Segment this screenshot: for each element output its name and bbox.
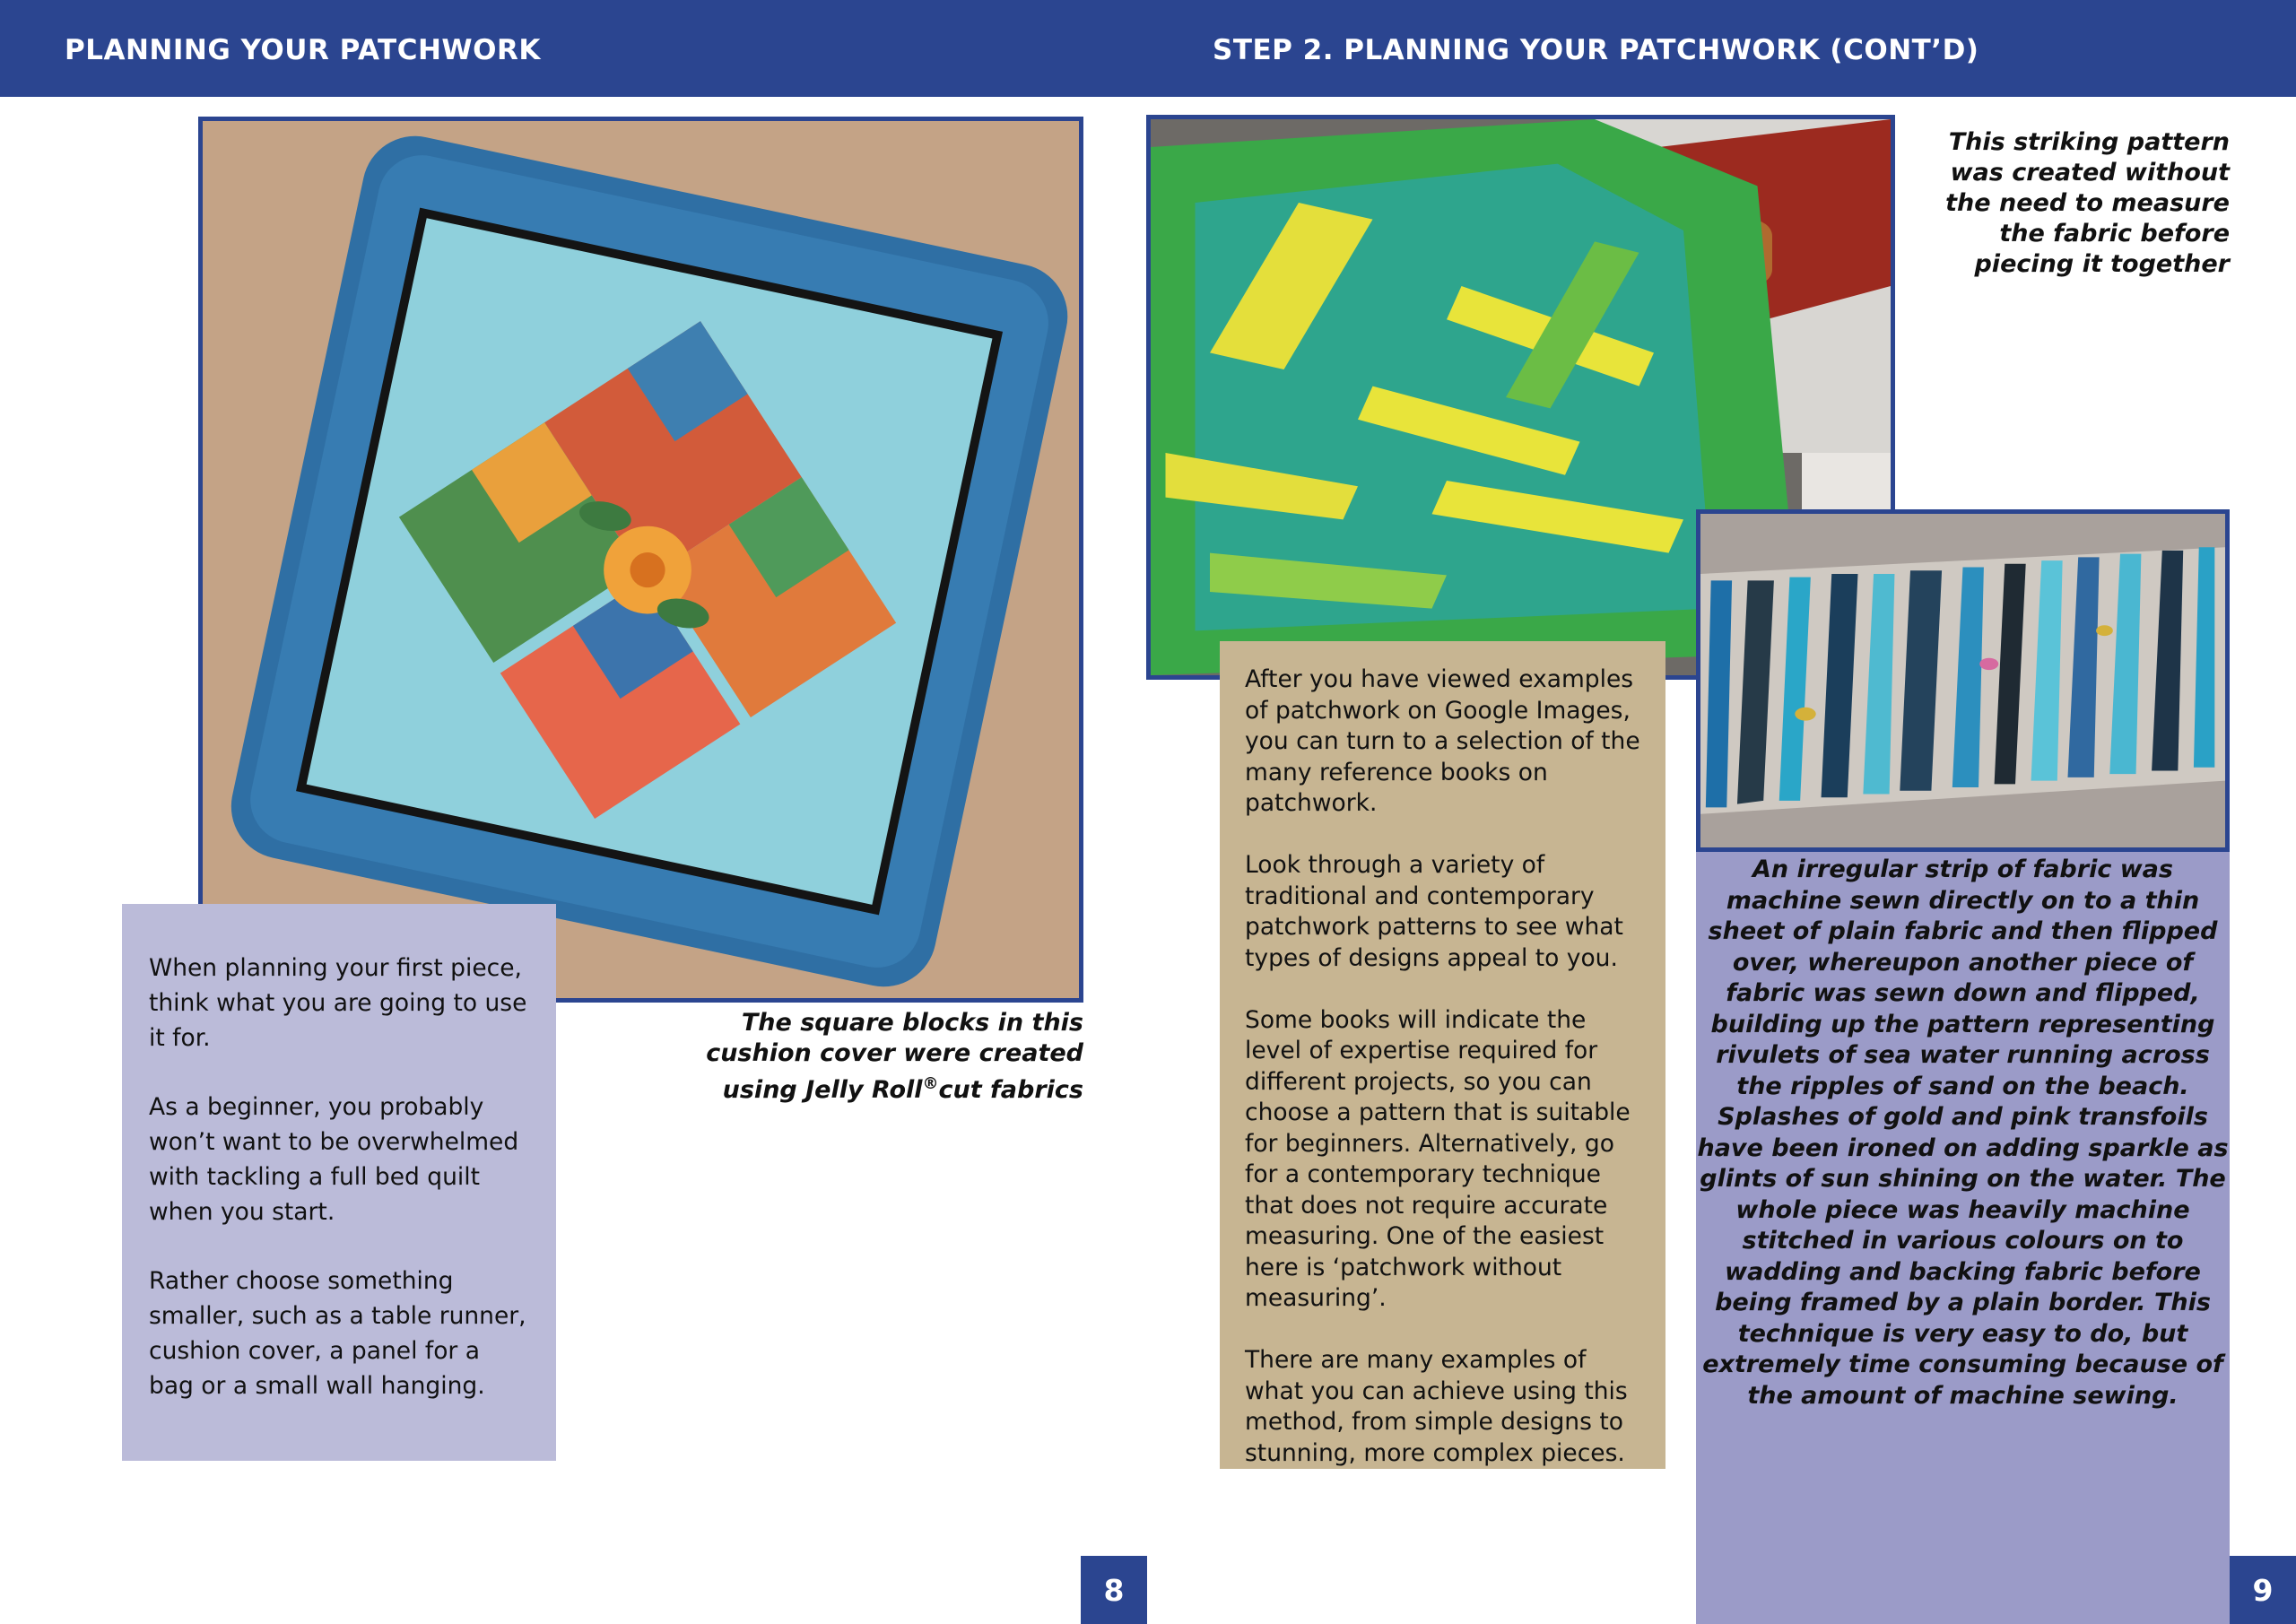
cushion-caption: The square blocks in this cushion cover were created using Jelly Roll®cut fabrics: [706, 1009, 1083, 1104]
page-number-right: 9: [2230, 1556, 2296, 1624]
quilt-caption: This striking pattern was created without the need to measure the fabric before piecing it together: [1945, 128, 2230, 278]
right-text-box: [1220, 641, 1665, 1469]
left-text-box: [122, 904, 556, 1461]
right-paragraph-4: There are many examples of what you can achieve using this method, from simple designs to stunning, more complex pieces.: [1245, 1346, 1628, 1467]
wall-hanging-photo: [1696, 509, 2230, 852]
left-paragraph-1: When planning your first piece, think what you are going to use it for.: [149, 954, 527, 1052]
right-paragraph-2: Look through a variety of traditional and contemporary patchwork patterns to see what types of designs appeal to you.: [1245, 851, 1623, 972]
right-page-title: STEP 2. PLANNING YOUR PATCHWORK (CONT’D): [1213, 34, 1979, 66]
right-paragraph-1: After you have viewed examples of patchwork on Google Images, you can turn to a selection of the many reference books on patchwork.: [1245, 665, 1640, 817]
cushion-photo: [198, 117, 1083, 1003]
left-paragraph-2: As a beginner, you probably won’t want to be overwhelmed with tackling a full bed quilt when you start.: [149, 1093, 519, 1226]
page-number-left: 8: [1081, 1556, 1147, 1624]
left-page-title: PLANNING YOUR PATCHWORK: [65, 34, 541, 66]
right-paragraph-3: Some books will indicate the level of expertise required for different projects, so you can choose a pattern that is suitable for beginners. Alternatively, go for a contemporary technique that does not require accurate measuring. One of the easiest here is ‘patchwork without measuring’.: [1245, 1005, 1631, 1312]
wall-hanging-caption: An irregular strip of fabric was machine sewn directly on to a thin sheet of plain fabric and then flipped over, whereupon another piece of fabric was sewn down and flipped, building up the pattern representing rivulets of sea water running across the ripples of sand on the beach. Splashes of gold and pink transfoils have been ironed on adding sparkle as glints of sun shining on the water. The whole piece was heavily machine stitched in various colours on to wadding and backing fabric before being framed by a plain border. This technique is very easy to do, but extremely time consuming because of the amount of machine sewing.: [1697, 855, 2229, 1410]
left-paragraph-3: Rather choose something smaller, such as a table runner, cushion cover, a panel for a bag or a small wall hanging.: [149, 1267, 526, 1400]
